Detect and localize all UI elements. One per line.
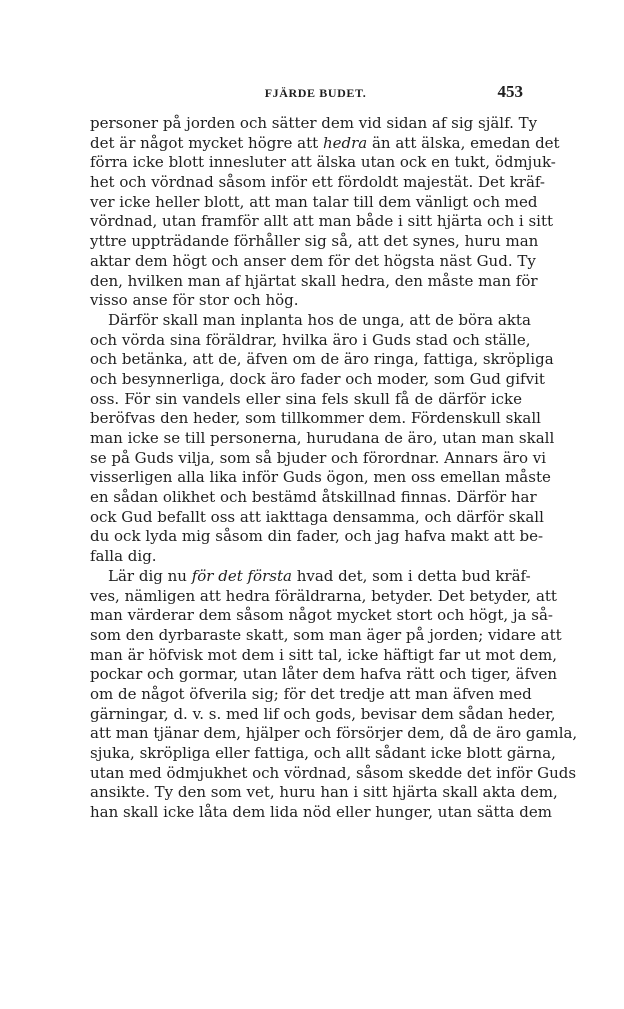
- text-line: se på Guds vilja, som så bjuder och förordnar. Annars äro vi: [90, 448, 547, 467]
- text-line: du ock lyda mig såsom din fader, och jag hafva makt att be-: [90, 527, 544, 546]
- page-header: [108, 82, 523, 106]
- text-line: förra icke blott innesluter att älska utan ock en tukt, ödmjuk-: [90, 153, 556, 172]
- text-line: [90, 133, 560, 154]
- text-line: pockar och gormar, utan låter dem hafva rätt och tiger, äfven: [90, 665, 558, 684]
- emphasis-text: för det första: [191, 566, 292, 585]
- emphasis-text: hedra: [322, 133, 368, 152]
- text-line: utan med ödmjukhet och vördnad, såsom skedde det inför Guds: [90, 763, 577, 782]
- text-line: den, hvilken man af hjärtat skall hedra, den måste man för: [90, 271, 538, 290]
- text-run: det är något mycket högre att: [90, 133, 323, 152]
- text-line: visserligen alla lika inför Guds ögon, men oss emellan måste: [90, 468, 551, 487]
- text-line: om de något öfverila sig; för det tredje att man äfven med: [90, 684, 532, 703]
- text-line: het och vördnad såsom inför ett fördoldt majestät. Det kräf-: [90, 173, 545, 192]
- text-line: sjuka, skröpliga eller fattiga, och allt sådant icke blott gärna,: [90, 744, 556, 762]
- text-line: Därför skall man inplanta hos de unga, att de böra akta: [108, 310, 531, 329]
- text-run: Lär dig nu: [108, 566, 192, 585]
- text-run: hvad det, som i detta bud kräf-: [291, 566, 531, 585]
- text-line: som den dyrbaraste skatt, som man äger på jorden; vidare att: [90, 625, 562, 644]
- text-line: ves, nämligen att hedra föräldrarna, betyder. Det betyder, att: [90, 586, 557, 605]
- running-head: FJÄRDE BUDET.: [264, 86, 367, 100]
- text-line: och vörda sina föräldrar, hvilka äro i Guds stad och ställe,: [90, 330, 531, 349]
- text-line: vördnad, utan framför allt att man både i sitt hjärta och i sitt: [90, 212, 554, 231]
- text-line: och betänka, att de, äfven om de äro ringa, fattiga, skröpliga: [90, 350, 554, 369]
- text-line: ver icke heller blott, att man talar till dem vänligt och med: [90, 192, 538, 211]
- text-line: man icke se till personerna, hurudana de äro, utan man skall: [90, 429, 555, 447]
- body-text: [90, 114, 578, 823]
- text-line: oss. För sin vandels eller sina fels skull få de därför icke: [90, 389, 522, 408]
- text-line: man värderar dem såsom något mycket stort och högt, ja så-: [90, 606, 553, 625]
- text-line: beröfvas den heder, som tillkommer dem. Fördenskull skall: [90, 409, 541, 428]
- text-line: [90, 566, 531, 587]
- text-line: en sådan olikhet och bestämd åtskillnad finnas. Därför har: [90, 488, 537, 507]
- text-line: man är höfvisk mot dem i sitt tal, icke häftigt far ut mot dem,: [90, 645, 557, 664]
- text-line: gärningar, d. v. s. med lif och gods, bevisar dem sådan heder,: [90, 704, 556, 723]
- text-line: aktar dem högt och anser dem för det högsta näst Gud. Ty: [90, 251, 536, 270]
- text-line: han skall icke låta dem lida nöd eller hunger, utan sätta dem: [90, 803, 552, 822]
- text-line: och besynnerliga, dock äro fader och moder, som Gud gifvit: [90, 369, 545, 388]
- text-line: visso anse för stor och hög.: [90, 291, 299, 310]
- page-number: 453: [497, 82, 523, 101]
- text-run: än att älska, emedan det: [367, 133, 560, 152]
- text-line: personer på jorden och sätter dem vid sidan af sig själf. Ty: [90, 114, 538, 132]
- text-line: att man tjänar dem, hjälper och försörjer dem, då de äro gamla,: [90, 724, 578, 743]
- text-line: yttre uppträdande förhåller sig så, att det synes, huru man: [90, 232, 539, 251]
- text-line: ock Gud befallt oss att iakttaga densamma, och därför skall: [90, 507, 544, 526]
- text-line: ansikte. Ty den som vet, huru han i sitt hjärta skall akta dem,: [90, 783, 558, 802]
- text-line: falla dig.: [90, 547, 157, 566]
